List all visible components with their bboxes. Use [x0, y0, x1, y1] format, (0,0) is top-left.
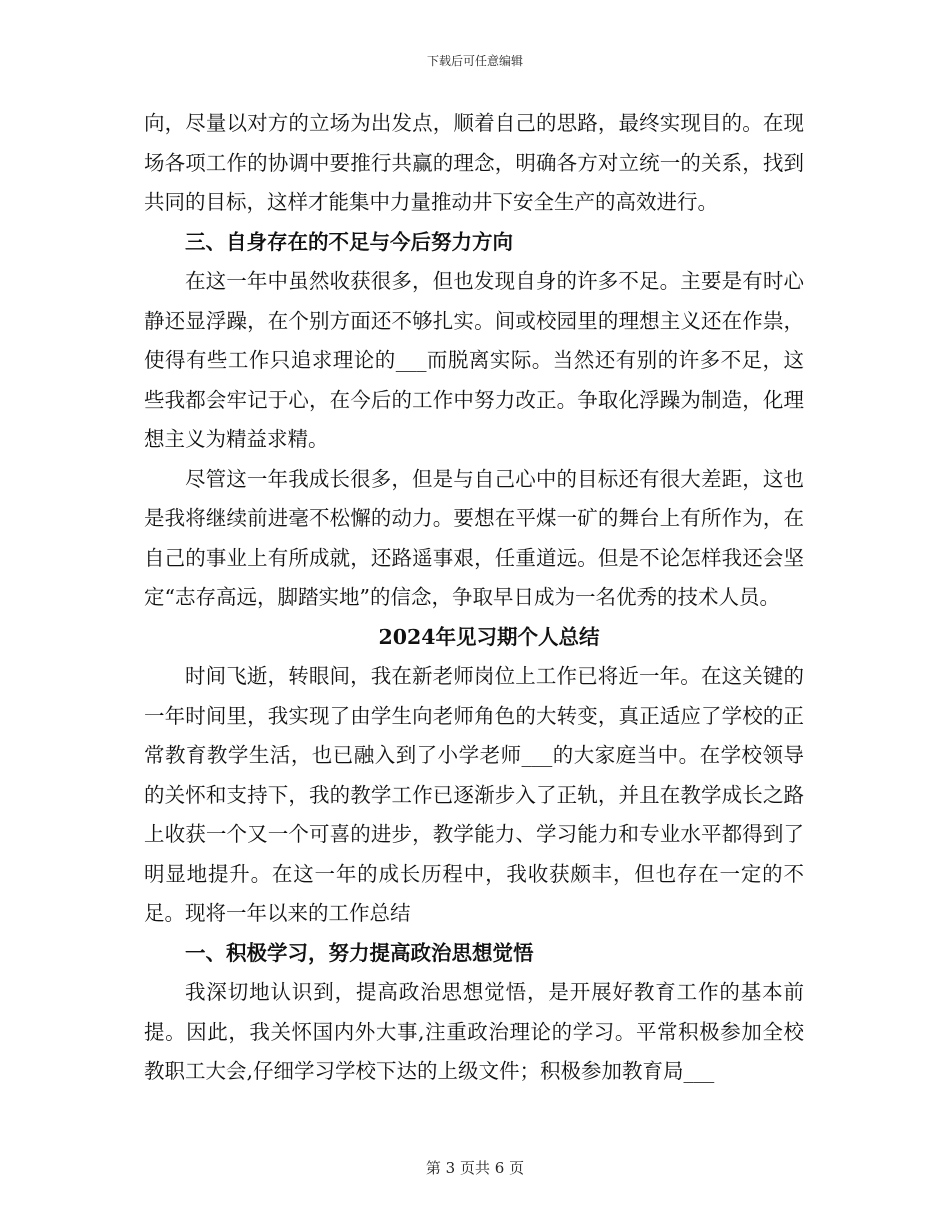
page-footer: 第 3 页共 6 页 — [425, 1159, 525, 1177]
section-heading-1: 一、积极学习，努力提高政治思想觉悟 — [185, 940, 534, 965]
paragraph-continuation: 向，尽量以对方的立场为出发点，顺着自己的思路，最终实现目的。在现场各项工作的协调中要推行共赢的理念，明确各方对立统一的关系，找到共同的目标，这样才能集中力量推动井下安全生产的高效进行。 — [144, 111, 804, 214]
document-body — [144, 104, 804, 1092]
paragraph: 时间飞逝，转眼间，我在新老师岗位上工作已将近一年。在这关键的一年时间里，我实现了由学生向老师角色的大转变，真正适应了学校的正常教育教学生活，也已融入到了小学老师___的大家庭当中。在学校领导的关怀和支持下，我的教学工作已逐渐步入了正轨，并且在教学成长之路上收获一个又一个可喜的进步，教学能力、学习能力和专业水平都得到了明显地提升。在这一年的成长历程中，我收获颇丰，但也存在一定的不足。现将一年以来的工作总结 — [144, 664, 804, 925]
page-header: 下载后可任意编辑 — [426, 54, 523, 68]
paragraph: 尽管这一年我成长很多，但是与自己心中的目标还有很大差距，这也是我将继续前进毫不松懈的动力。要想在平煤一矿的舞台上有所作为，在自己的事业上有所成就，还路遥事艰，任重道远。但是不论怎样我还会坚定“志存高远，脚踏实地”的信念，争取早日成为一名优秀的技术人员。 — [144, 466, 804, 609]
section-heading-3: 三、自身存在的不足与今后努力方向 — [185, 229, 513, 254]
paragraph: 我深切地认识到，提高政治思想觉悟，是开展好教育工作的基本前提。因此，我关怀国内外大事,注重政治理论的学习。平常积极参加全校教职工大会,仔细学习学校下达的上级文件；积极参加教育局___ — [144, 980, 804, 1083]
paragraph: 在这一年中虽然收获很多，但也发现自身的许多不足。主要是有时心静还显浮躁，在个别方面还不够扎实。间或校园里的理想主义还在作祟，使得有些工作只追求理论的___而脱离实际。当然还有别的许多不足，这些我都会牢记于心，在今后的工作中努力改正。争取化浮躁为制造，化理想主义为精益求精。 — [144, 269, 804, 451]
document-title: 2024年见习期个人总结 — [378, 624, 600, 649]
